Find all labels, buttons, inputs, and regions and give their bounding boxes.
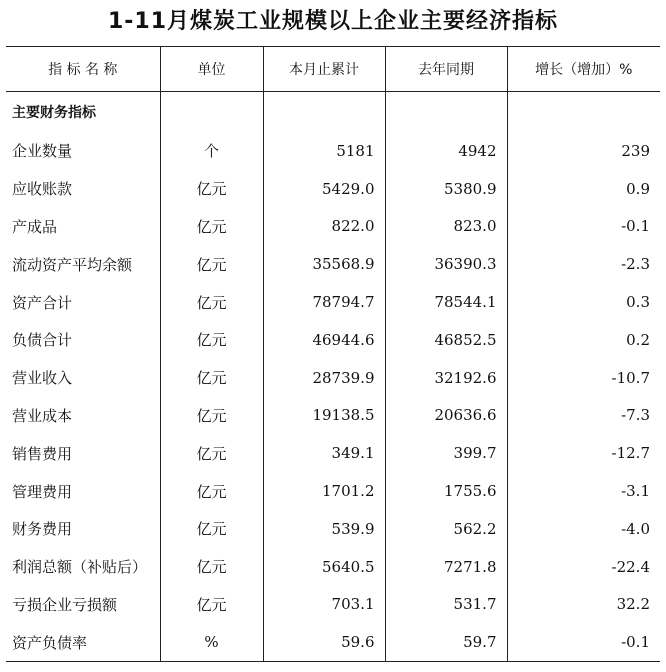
row-growth-value: -4.0: [507, 510, 660, 548]
row-name: 负债合计: [6, 321, 160, 359]
row-last-year-value: 7271.8: [385, 548, 507, 586]
row-unit: 亿元: [160, 548, 263, 586]
row-growth-value: -2.3: [507, 245, 660, 283]
row-last-year-value: 823.0: [385, 208, 507, 246]
table-row: [6, 283, 660, 321]
row-unit: 个: [160, 132, 263, 170]
table-row: [6, 623, 660, 661]
row-last-year-value: 59.7: [385, 623, 507, 661]
header-growth: 增长（增加）%: [507, 47, 660, 92]
header-unit: 单位: [160, 47, 263, 92]
row-growth-value: 0.3: [507, 283, 660, 321]
row-name: 销售费用: [6, 434, 160, 472]
row-growth-value: -0.1: [507, 623, 660, 661]
row-name: 产成品: [6, 208, 160, 246]
row-growth-value: 239: [507, 132, 660, 170]
section-label-cell: [6, 92, 160, 133]
row-unit: 亿元: [160, 208, 263, 246]
row-name: 财务费用: [6, 510, 160, 548]
row-last-year-value: 5380.9: [385, 170, 507, 208]
table-row: [6, 472, 660, 510]
row-current-value: 46944.6: [263, 321, 385, 359]
row-name: 应收账款: [6, 170, 160, 208]
row-unit: 亿元: [160, 283, 263, 321]
header-last-year: 去年同期: [385, 47, 507, 92]
row-last-year-value: 36390.3: [385, 245, 507, 283]
table-row: [6, 170, 660, 208]
row-name: 资产合计: [6, 283, 160, 321]
row-current-value: 539.9: [263, 510, 385, 548]
table-header-row: [6, 47, 660, 92]
row-name: 资产负债率: [6, 623, 160, 661]
row-unit: 亿元: [160, 434, 263, 472]
row-unit: 亿元: [160, 472, 263, 510]
row-last-year-value: 399.7: [385, 434, 507, 472]
row-unit: 亿元: [160, 245, 263, 283]
row-last-year-value: 562.2: [385, 510, 507, 548]
row-name: 亏损企业亏损额: [6, 586, 160, 624]
row-current-value: 59.6: [263, 623, 385, 661]
row-current-value: 5640.5: [263, 548, 385, 586]
row-last-year-value: 32192.6: [385, 359, 507, 397]
row-name: 企业数量: [6, 132, 160, 170]
row-name: 利润总额（补贴后）: [6, 548, 160, 586]
row-current-value: 822.0: [263, 208, 385, 246]
row-last-year-value: 20636.6: [385, 397, 507, 435]
row-growth-value: -3.1: [507, 472, 660, 510]
row-current-value: 28739.9: [263, 359, 385, 397]
row-current-value: 5429.0: [263, 170, 385, 208]
table-row: [6, 359, 660, 397]
table-row: [6, 586, 660, 624]
table-row: [6, 397, 660, 435]
row-growth-value: -7.3: [507, 397, 660, 435]
row-growth-value: -10.7: [507, 359, 660, 397]
row-growth-value: 0.2: [507, 321, 660, 359]
row-unit: 亿元: [160, 359, 263, 397]
row-name: 管理费用: [6, 472, 160, 510]
table-row: [6, 548, 660, 586]
table-row: [6, 132, 660, 170]
row-unit: 亿元: [160, 321, 263, 359]
row-unit: 亿元: [160, 397, 263, 435]
row-growth-value: 32.2: [507, 586, 660, 624]
row-unit: 亿元: [160, 170, 263, 208]
row-unit: 亿元: [160, 586, 263, 624]
row-current-value: 703.1: [263, 586, 385, 624]
row-growth-value: 0.9: [507, 170, 660, 208]
row-name: 营业收入: [6, 359, 160, 397]
row-current-value: 1701.2: [263, 472, 385, 510]
table-row: [6, 321, 660, 359]
row-name: 营业成本: [6, 397, 160, 435]
table-row: [6, 245, 660, 283]
header-name: 指 标 名 称: [6, 47, 160, 92]
section-row: [6, 92, 660, 133]
page-title: 1-11月煤炭工业规模以上企业主要经济指标: [107, 9, 559, 34]
row-current-value: 5181: [263, 132, 385, 170]
table-row: [6, 208, 660, 246]
row-last-year-value: 531.7: [385, 586, 507, 624]
table-row: [6, 510, 660, 548]
row-unit: %: [160, 623, 263, 661]
row-last-year-value: 78544.1: [385, 283, 507, 321]
row-current-value: 19138.5: [263, 397, 385, 435]
row-growth-value: -12.7: [507, 434, 660, 472]
table-body: [6, 92, 660, 662]
indicator-table: [6, 46, 660, 662]
row-unit: 亿元: [160, 510, 263, 548]
header-current: 本月止累计: [263, 47, 385, 92]
section-label: 主要财务指标: [12, 105, 96, 121]
row-current-value: 35568.9: [263, 245, 385, 283]
row-growth-value: -0.1: [507, 208, 660, 246]
table-row: [6, 434, 660, 472]
row-last-year-value: 46852.5: [385, 321, 507, 359]
row-growth-value: -22.4: [507, 548, 660, 586]
row-current-value: 349.1: [263, 434, 385, 472]
row-name: 流动资产平均余额: [6, 245, 160, 283]
row-last-year-value: 1755.6: [385, 472, 507, 510]
row-current-value: 78794.7: [263, 283, 385, 321]
row-last-year-value: 4942: [385, 132, 507, 170]
